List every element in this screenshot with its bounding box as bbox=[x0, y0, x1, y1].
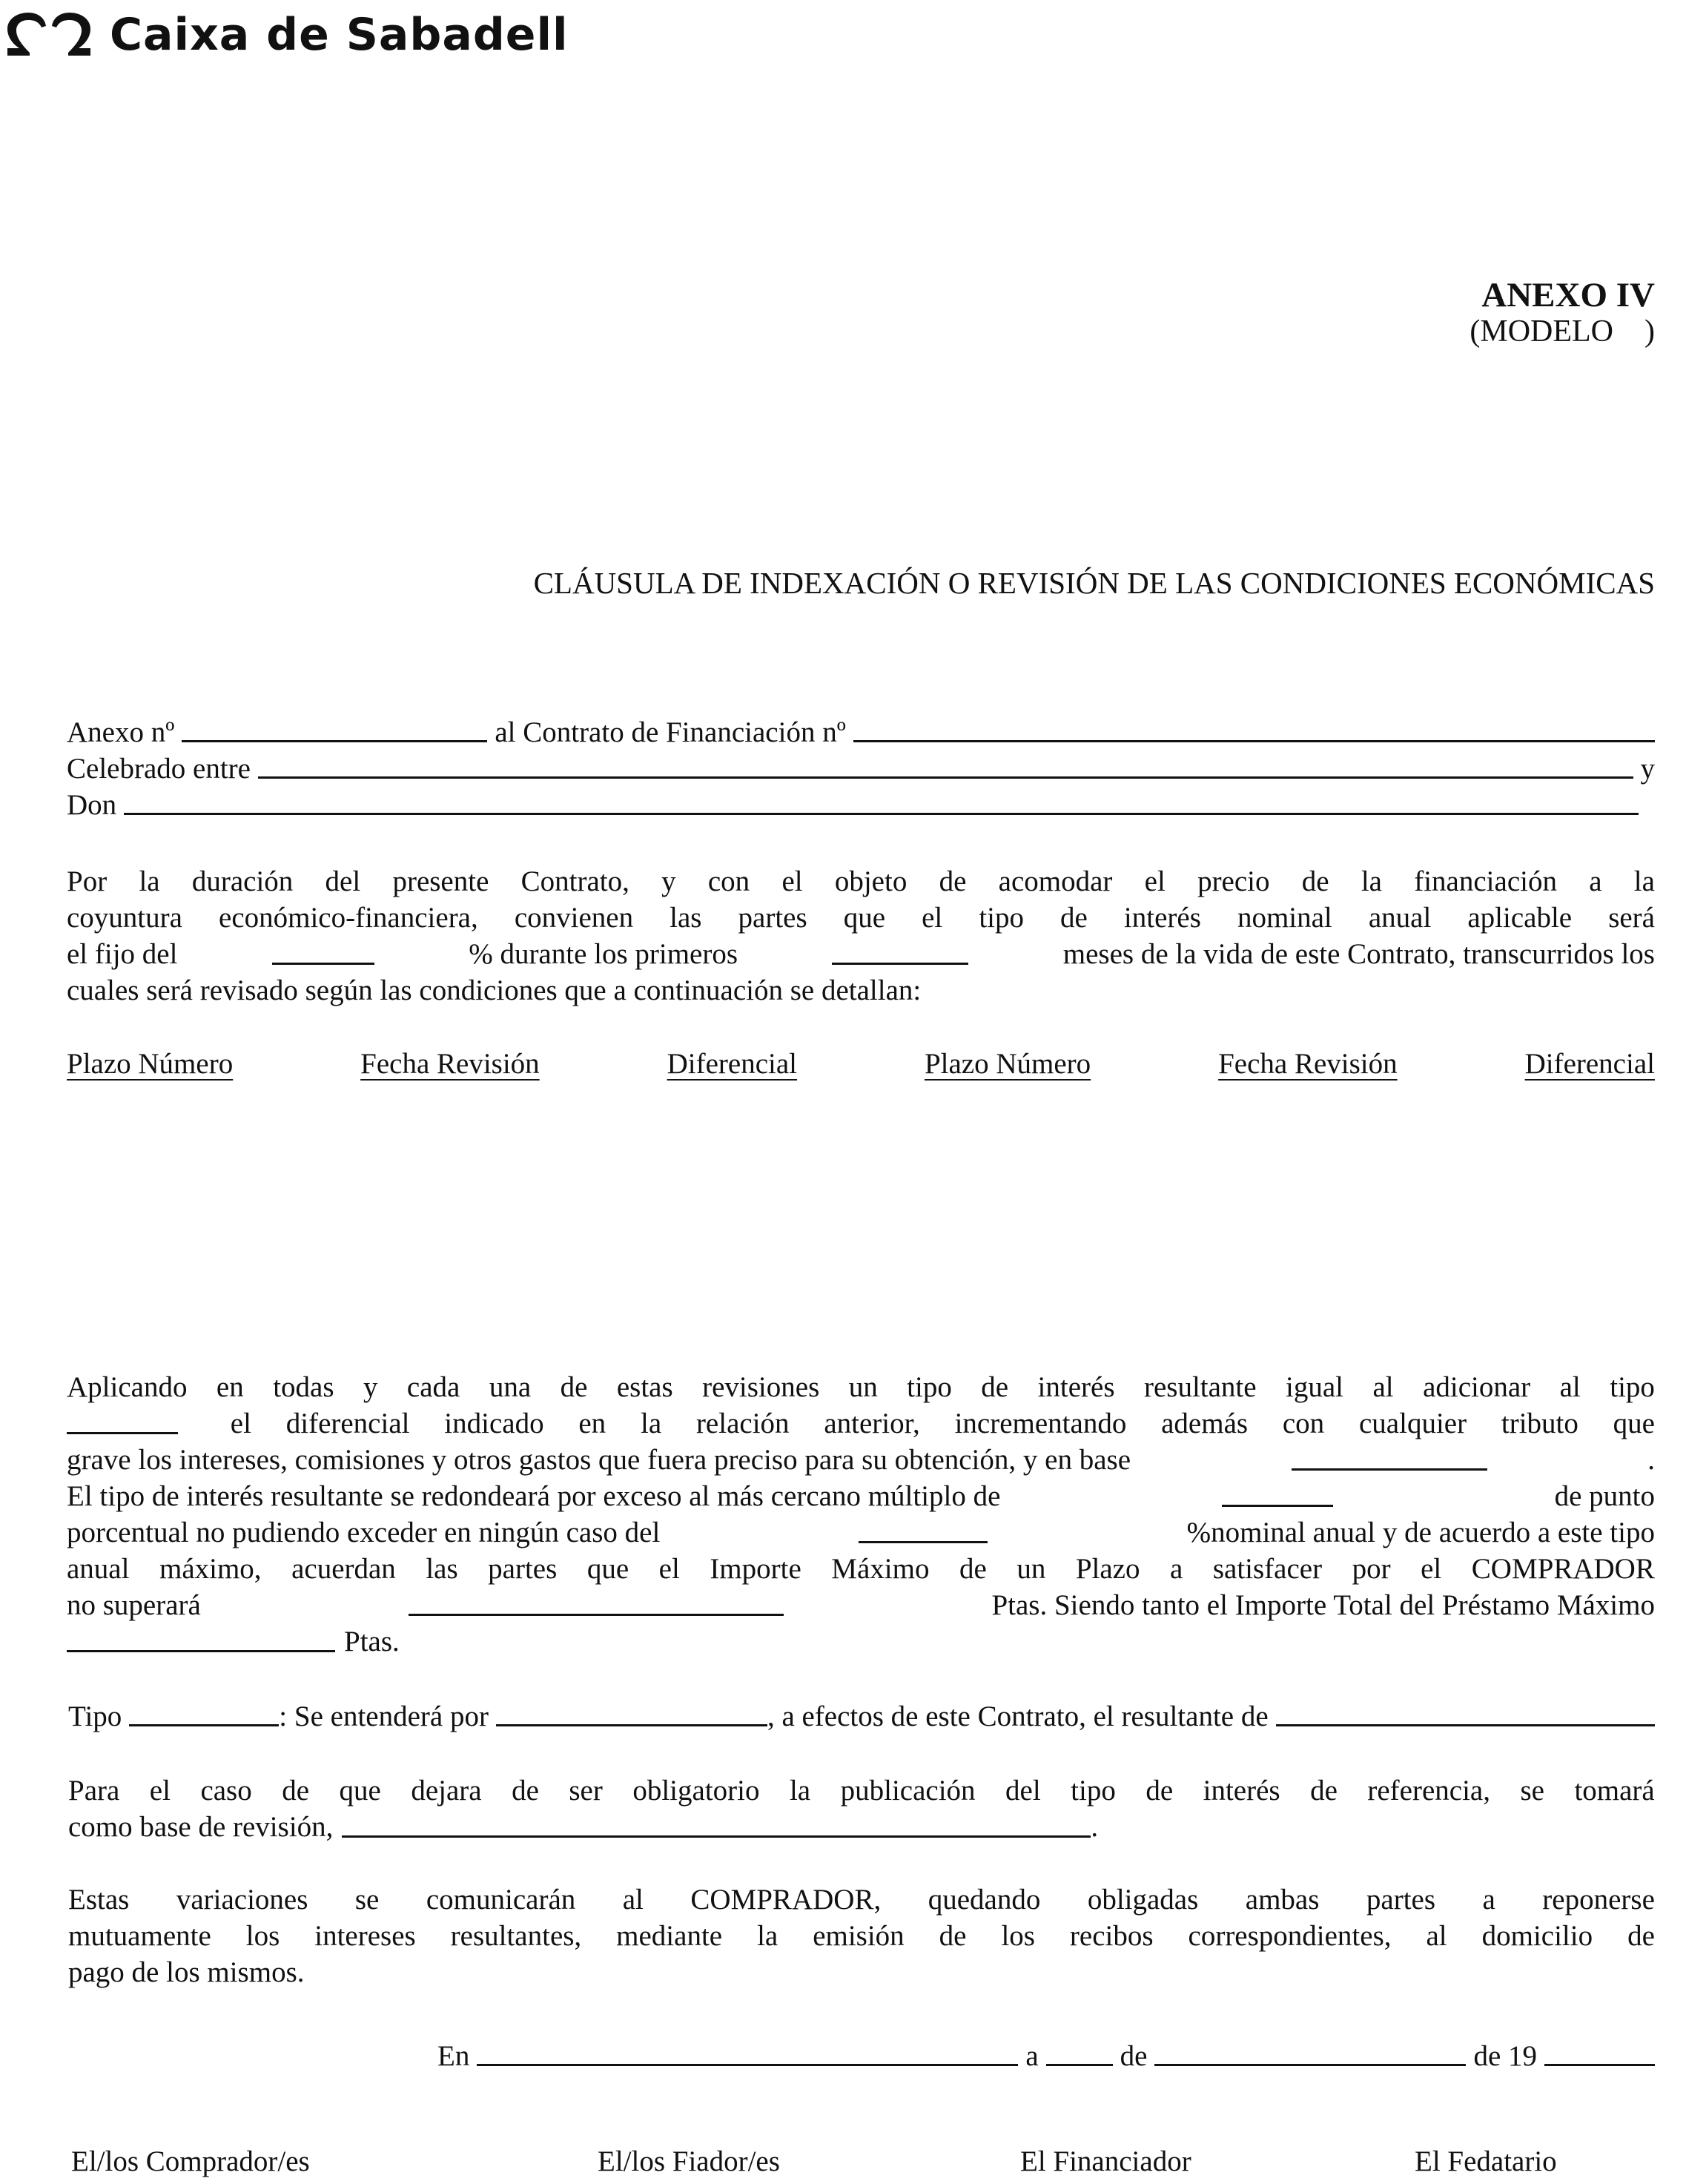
col-diferencial-2: Diferencial bbox=[1524, 1048, 1655, 1080]
apply-paragraph bbox=[67, 1369, 1655, 1660]
word: de bbox=[1301, 865, 1329, 897]
word: caso bbox=[200, 1775, 252, 1807]
word: obligadas bbox=[1087, 1884, 1199, 1916]
celebrated-line bbox=[67, 752, 1655, 786]
word: que bbox=[339, 1775, 381, 1807]
word: interés bbox=[1203, 1775, 1280, 1807]
variations-line-3: pago de los mismos. bbox=[68, 1956, 305, 1988]
word: se bbox=[354, 1884, 380, 1916]
word: relación bbox=[695, 1408, 790, 1439]
word: la bbox=[640, 1408, 662, 1439]
word: tipo bbox=[907, 1371, 952, 1403]
apply-line-3-text: grave los intereses, comisiones y otros gastos que fuera preciso para su obtención, y en base bbox=[67, 1444, 1131, 1476]
max-amount-label: no superará bbox=[67, 1589, 201, 1621]
word: que bbox=[586, 1553, 629, 1585]
word: igual bbox=[1286, 1371, 1344, 1403]
place-label: En bbox=[437, 2040, 470, 2072]
apply-line-4 bbox=[67, 1478, 1655, 1514]
word: coyuntura bbox=[67, 902, 182, 934]
tipo-meaning-field[interactable] bbox=[496, 1724, 767, 1726]
max-amount-suffix: Ptas. Siendo tanto el Importe Total del Préstamo Máximo bbox=[991, 1589, 1655, 1621]
word: emisión bbox=[813, 1920, 905, 1952]
word: partes bbox=[488, 1553, 558, 1585]
tipo-result-label: , a efectos de este Contrato, el resultante de bbox=[767, 1700, 1269, 1732]
col-diferencial-1: Diferencial bbox=[667, 1048, 798, 1080]
word: Contrato, bbox=[520, 865, 629, 897]
word: estas bbox=[616, 1371, 673, 1403]
tipo-field[interactable] bbox=[129, 1724, 279, 1726]
word: financiación bbox=[1414, 865, 1557, 897]
total-loan-field[interactable] bbox=[67, 1650, 335, 1652]
place-field[interactable] bbox=[477, 2064, 1018, 2066]
word: de bbox=[512, 1775, 539, 1807]
word: interés bbox=[1037, 1371, 1115, 1403]
word: diferencial bbox=[285, 1408, 410, 1439]
word: tributo bbox=[1501, 1408, 1578, 1439]
place-date-line bbox=[437, 2039, 1655, 2074]
word: que bbox=[1613, 1408, 1655, 1439]
word: con bbox=[707, 865, 750, 897]
revision-base-field[interactable] bbox=[342, 1835, 1091, 1838]
word: anual bbox=[67, 1553, 130, 1585]
col-fecha-revision-1: Fecha Revisión bbox=[360, 1048, 540, 1080]
reference-line-1 bbox=[68, 1772, 1655, 1809]
max-amount-field[interactable] bbox=[409, 1614, 784, 1616]
word: de bbox=[1060, 902, 1088, 934]
word: variaciones bbox=[176, 1884, 308, 1916]
word: intereses bbox=[314, 1920, 416, 1952]
months-field[interactable] bbox=[832, 963, 968, 965]
rounding-label: El tipo de interés resultante se redondeará por exceso al más cercano múltiplo de bbox=[67, 1480, 1001, 1512]
ptas-label: Ptas. bbox=[344, 1626, 400, 1657]
col-plazo-numero-2: Plazo Número bbox=[924, 1048, 1091, 1080]
word: tipo bbox=[1071, 1775, 1116, 1807]
word: anterior, bbox=[824, 1408, 920, 1439]
brand-name: Caixa de Sabadell bbox=[110, 9, 569, 61]
word: recibos bbox=[1069, 1920, 1154, 1952]
word: al bbox=[1426, 1920, 1447, 1952]
word: Importe bbox=[710, 1553, 801, 1585]
word: que bbox=[843, 902, 886, 934]
signature-buyers: El/los Comprador/es bbox=[71, 2145, 310, 2177]
word: correspondientes, bbox=[1188, 1920, 1392, 1952]
word: a bbox=[1589, 865, 1602, 897]
word: aplicable bbox=[1467, 902, 1573, 934]
word: comunicarán bbox=[426, 1884, 576, 1916]
word: el bbox=[1421, 1553, 1442, 1585]
reference-paragraph bbox=[68, 1772, 1655, 1845]
brand-logo bbox=[4, 9, 569, 61]
word: el bbox=[230, 1408, 251, 1439]
word: adicionar bbox=[1423, 1371, 1531, 1403]
max-rate-suffix: %nominal anual y de acuerdo a este tipo bbox=[1186, 1517, 1655, 1548]
word: objeto bbox=[834, 865, 908, 897]
word: mutuamente bbox=[68, 1920, 211, 1952]
word: la bbox=[1633, 865, 1655, 897]
word: todas bbox=[273, 1371, 334, 1403]
intro-line-2 bbox=[67, 900, 1655, 936]
word: los bbox=[1001, 1920, 1035, 1952]
word: las bbox=[670, 902, 702, 934]
tipo-result-field[interactable] bbox=[1276, 1724, 1655, 1726]
word: Por bbox=[67, 865, 108, 897]
month-field[interactable] bbox=[1154, 2064, 1466, 2066]
word: a bbox=[1482, 1884, 1495, 1916]
fixed-rate-field[interactable] bbox=[272, 963, 374, 965]
parties-field[interactable] bbox=[258, 776, 1633, 779]
word: un bbox=[848, 1371, 878, 1403]
word: obligatorio bbox=[632, 1775, 760, 1807]
word: y bbox=[363, 1371, 378, 1403]
word: máximo, bbox=[159, 1553, 262, 1585]
word: partes bbox=[1366, 1884, 1436, 1916]
word: económico-financiera, bbox=[219, 902, 478, 934]
word: de bbox=[1146, 1775, 1174, 1807]
base-rate-field[interactable] bbox=[67, 1432, 178, 1434]
word: además bbox=[1161, 1408, 1249, 1439]
annex-number-line bbox=[67, 716, 1655, 750]
revision-table-header bbox=[67, 1047, 1655, 1081]
word: acuerdan bbox=[291, 1553, 396, 1585]
word: un bbox=[1016, 1553, 1046, 1585]
apply-line-6 bbox=[67, 1551, 1655, 1587]
variations-line-1 bbox=[68, 1881, 1655, 1918]
revision-base-label: como base de revisión, bbox=[68, 1811, 334, 1843]
contract-number-field[interactable] bbox=[853, 740, 1655, 742]
word: el bbox=[922, 902, 943, 934]
caixa-sabadell-logo-icon bbox=[4, 11, 93, 59]
base-field[interactable] bbox=[1292, 1468, 1487, 1471]
word: el bbox=[658, 1553, 680, 1585]
word: de bbox=[959, 1553, 987, 1585]
word: los bbox=[245, 1920, 280, 1952]
and-label: y bbox=[1640, 753, 1655, 785]
word: dejara bbox=[411, 1775, 482, 1807]
word: COMPRADOR, bbox=[690, 1884, 882, 1916]
word: cualquier bbox=[1358, 1408, 1467, 1439]
word: una bbox=[489, 1371, 532, 1403]
word: precio bbox=[1197, 865, 1270, 897]
apply-line-8 bbox=[67, 1623, 1655, 1660]
day-prefix: a bbox=[1025, 2040, 1039, 2072]
word: partes bbox=[738, 902, 807, 934]
word: incrementando bbox=[954, 1408, 1127, 1439]
rounding-field[interactable] bbox=[1222, 1505, 1333, 1507]
word: de bbox=[282, 1775, 310, 1807]
apply-line-1 bbox=[67, 1369, 1655, 1405]
word: al bbox=[622, 1884, 644, 1916]
word: y bbox=[661, 865, 676, 897]
word: de bbox=[939, 1920, 967, 1952]
word: acomodar bbox=[998, 865, 1113, 897]
word: indicado bbox=[444, 1408, 544, 1439]
apply-line-2 bbox=[67, 1405, 1655, 1442]
word: nominal bbox=[1237, 902, 1332, 934]
word: se bbox=[1520, 1775, 1544, 1807]
word: quedando bbox=[928, 1884, 1041, 1916]
word: cada bbox=[406, 1371, 460, 1403]
word: será bbox=[1608, 902, 1655, 934]
word: tipo bbox=[1610, 1371, 1655, 1403]
intro-line-3 bbox=[67, 936, 1655, 972]
word: resultante bbox=[1143, 1371, 1257, 1403]
signature-notary: El Fedatario bbox=[1415, 2145, 1557, 2177]
months-label: % durante los primeros bbox=[469, 938, 738, 970]
apply-line-5 bbox=[67, 1514, 1655, 1551]
reference-line-2 bbox=[68, 1809, 1655, 1845]
tipo-line bbox=[68, 1700, 1655, 1734]
word: por bbox=[1352, 1553, 1391, 1585]
word: de bbox=[1310, 1775, 1338, 1807]
don-field[interactable] bbox=[124, 813, 1639, 815]
apply-line-3-period: . bbox=[1647, 1444, 1655, 1476]
annex-number-field[interactable] bbox=[182, 740, 487, 742]
word: de bbox=[1627, 1920, 1655, 1952]
month-prefix: de bbox=[1120, 2040, 1148, 2072]
word: en bbox=[216, 1371, 244, 1403]
word: mediante bbox=[616, 1920, 723, 1952]
word: al bbox=[1559, 1371, 1581, 1403]
word: la bbox=[1361, 865, 1382, 897]
word: publicación bbox=[840, 1775, 976, 1807]
annex-heading bbox=[1470, 276, 1655, 349]
word: con bbox=[1282, 1408, 1325, 1439]
variations-paragraph bbox=[68, 1881, 1655, 1990]
word: Aplicando bbox=[67, 1371, 188, 1403]
word: ambas bbox=[1245, 1884, 1320, 1916]
word: Máximo bbox=[831, 1553, 930, 1585]
word: revisiones bbox=[702, 1371, 820, 1403]
word: tipo bbox=[979, 902, 1024, 934]
year-prefix: de 19 bbox=[1473, 2040, 1538, 2072]
word: la bbox=[139, 865, 160, 897]
word: la bbox=[757, 1920, 778, 1952]
word: en bbox=[578, 1408, 606, 1439]
intro-line-1 bbox=[67, 863, 1655, 900]
word: las bbox=[426, 1553, 458, 1585]
word: el bbox=[781, 865, 803, 897]
max-rate-label: porcentual no pudiendo exceder en ningún caso del bbox=[67, 1517, 661, 1548]
word: de bbox=[939, 865, 967, 897]
intro-line-4: cuales será revisado según las condiciones que a continuación se detallan: bbox=[67, 974, 922, 1006]
word: domicilio bbox=[1481, 1920, 1593, 1952]
celebrated-label: Celebrado entre bbox=[67, 753, 251, 785]
word: reponerse bbox=[1542, 1884, 1655, 1916]
word: Estas bbox=[68, 1884, 130, 1916]
day-field[interactable] bbox=[1046, 2064, 1113, 2066]
word: presente bbox=[392, 865, 489, 897]
word: convienen bbox=[514, 902, 634, 934]
col-plazo-numero-1: Plazo Número bbox=[67, 1048, 234, 1080]
word: ser bbox=[569, 1775, 603, 1807]
tipo-meaning-label: : Se entenderá por bbox=[279, 1700, 489, 1732]
variations-line-2 bbox=[68, 1918, 1655, 1954]
annex-title: ANEXO IV bbox=[1481, 276, 1655, 314]
signature-guarantors: El/los Fiador/es bbox=[598, 2145, 780, 2177]
word: COMPRADOR bbox=[1471, 1553, 1655, 1585]
intro-paragraph bbox=[67, 863, 1655, 1009]
word: tomará bbox=[1574, 1775, 1655, 1807]
clause-title: CLÁUSULA DE INDEXACIÓN O REVISIÓN DE LAS CONDICIONES ECONÓMICAS bbox=[533, 566, 1655, 600]
word: anual bbox=[1368, 902, 1432, 934]
fixed-rate-label: el fijo del bbox=[67, 938, 178, 970]
apply-line-3 bbox=[67, 1442, 1655, 1478]
word: a bbox=[1170, 1553, 1183, 1585]
signature-financier: El Financiador bbox=[1020, 2145, 1191, 2177]
word: al bbox=[1372, 1371, 1394, 1403]
word: del bbox=[1005, 1775, 1041, 1807]
word: de bbox=[560, 1371, 588, 1403]
don-label: Don bbox=[67, 789, 117, 821]
max-rate-field[interactable] bbox=[859, 1541, 988, 1543]
word: el bbox=[149, 1775, 171, 1807]
reference-period: . bbox=[1091, 1811, 1099, 1843]
word: satisfacer bbox=[1212, 1553, 1323, 1585]
word: Plazo bbox=[1075, 1553, 1140, 1585]
apply-line-7 bbox=[67, 1587, 1655, 1623]
word: duración bbox=[191, 865, 294, 897]
word: la bbox=[789, 1775, 811, 1807]
annex-number-label: Anexo nº bbox=[67, 716, 175, 748]
col-fecha-revision-2: Fecha Revisión bbox=[1218, 1048, 1398, 1080]
don-line bbox=[67, 788, 1655, 822]
word: del bbox=[325, 865, 361, 897]
annex-subtitle: (MODELO ) bbox=[1470, 314, 1655, 349]
months-rest: meses de la vida de este Contrato, transcurridos los bbox=[1062, 938, 1655, 970]
year-field[interactable] bbox=[1544, 2064, 1655, 2066]
rounding-suffix: de punto bbox=[1554, 1480, 1655, 1512]
contract-number-label: al Contrato de Financiación nº bbox=[495, 716, 846, 748]
word: referencia, bbox=[1367, 1775, 1490, 1807]
word: el bbox=[1144, 865, 1166, 897]
word: resultantes, bbox=[450, 1920, 582, 1952]
tipo-label: Tipo bbox=[68, 1700, 122, 1732]
word: Para bbox=[68, 1775, 120, 1807]
word: de bbox=[981, 1371, 1009, 1403]
word: interés bbox=[1123, 902, 1201, 934]
